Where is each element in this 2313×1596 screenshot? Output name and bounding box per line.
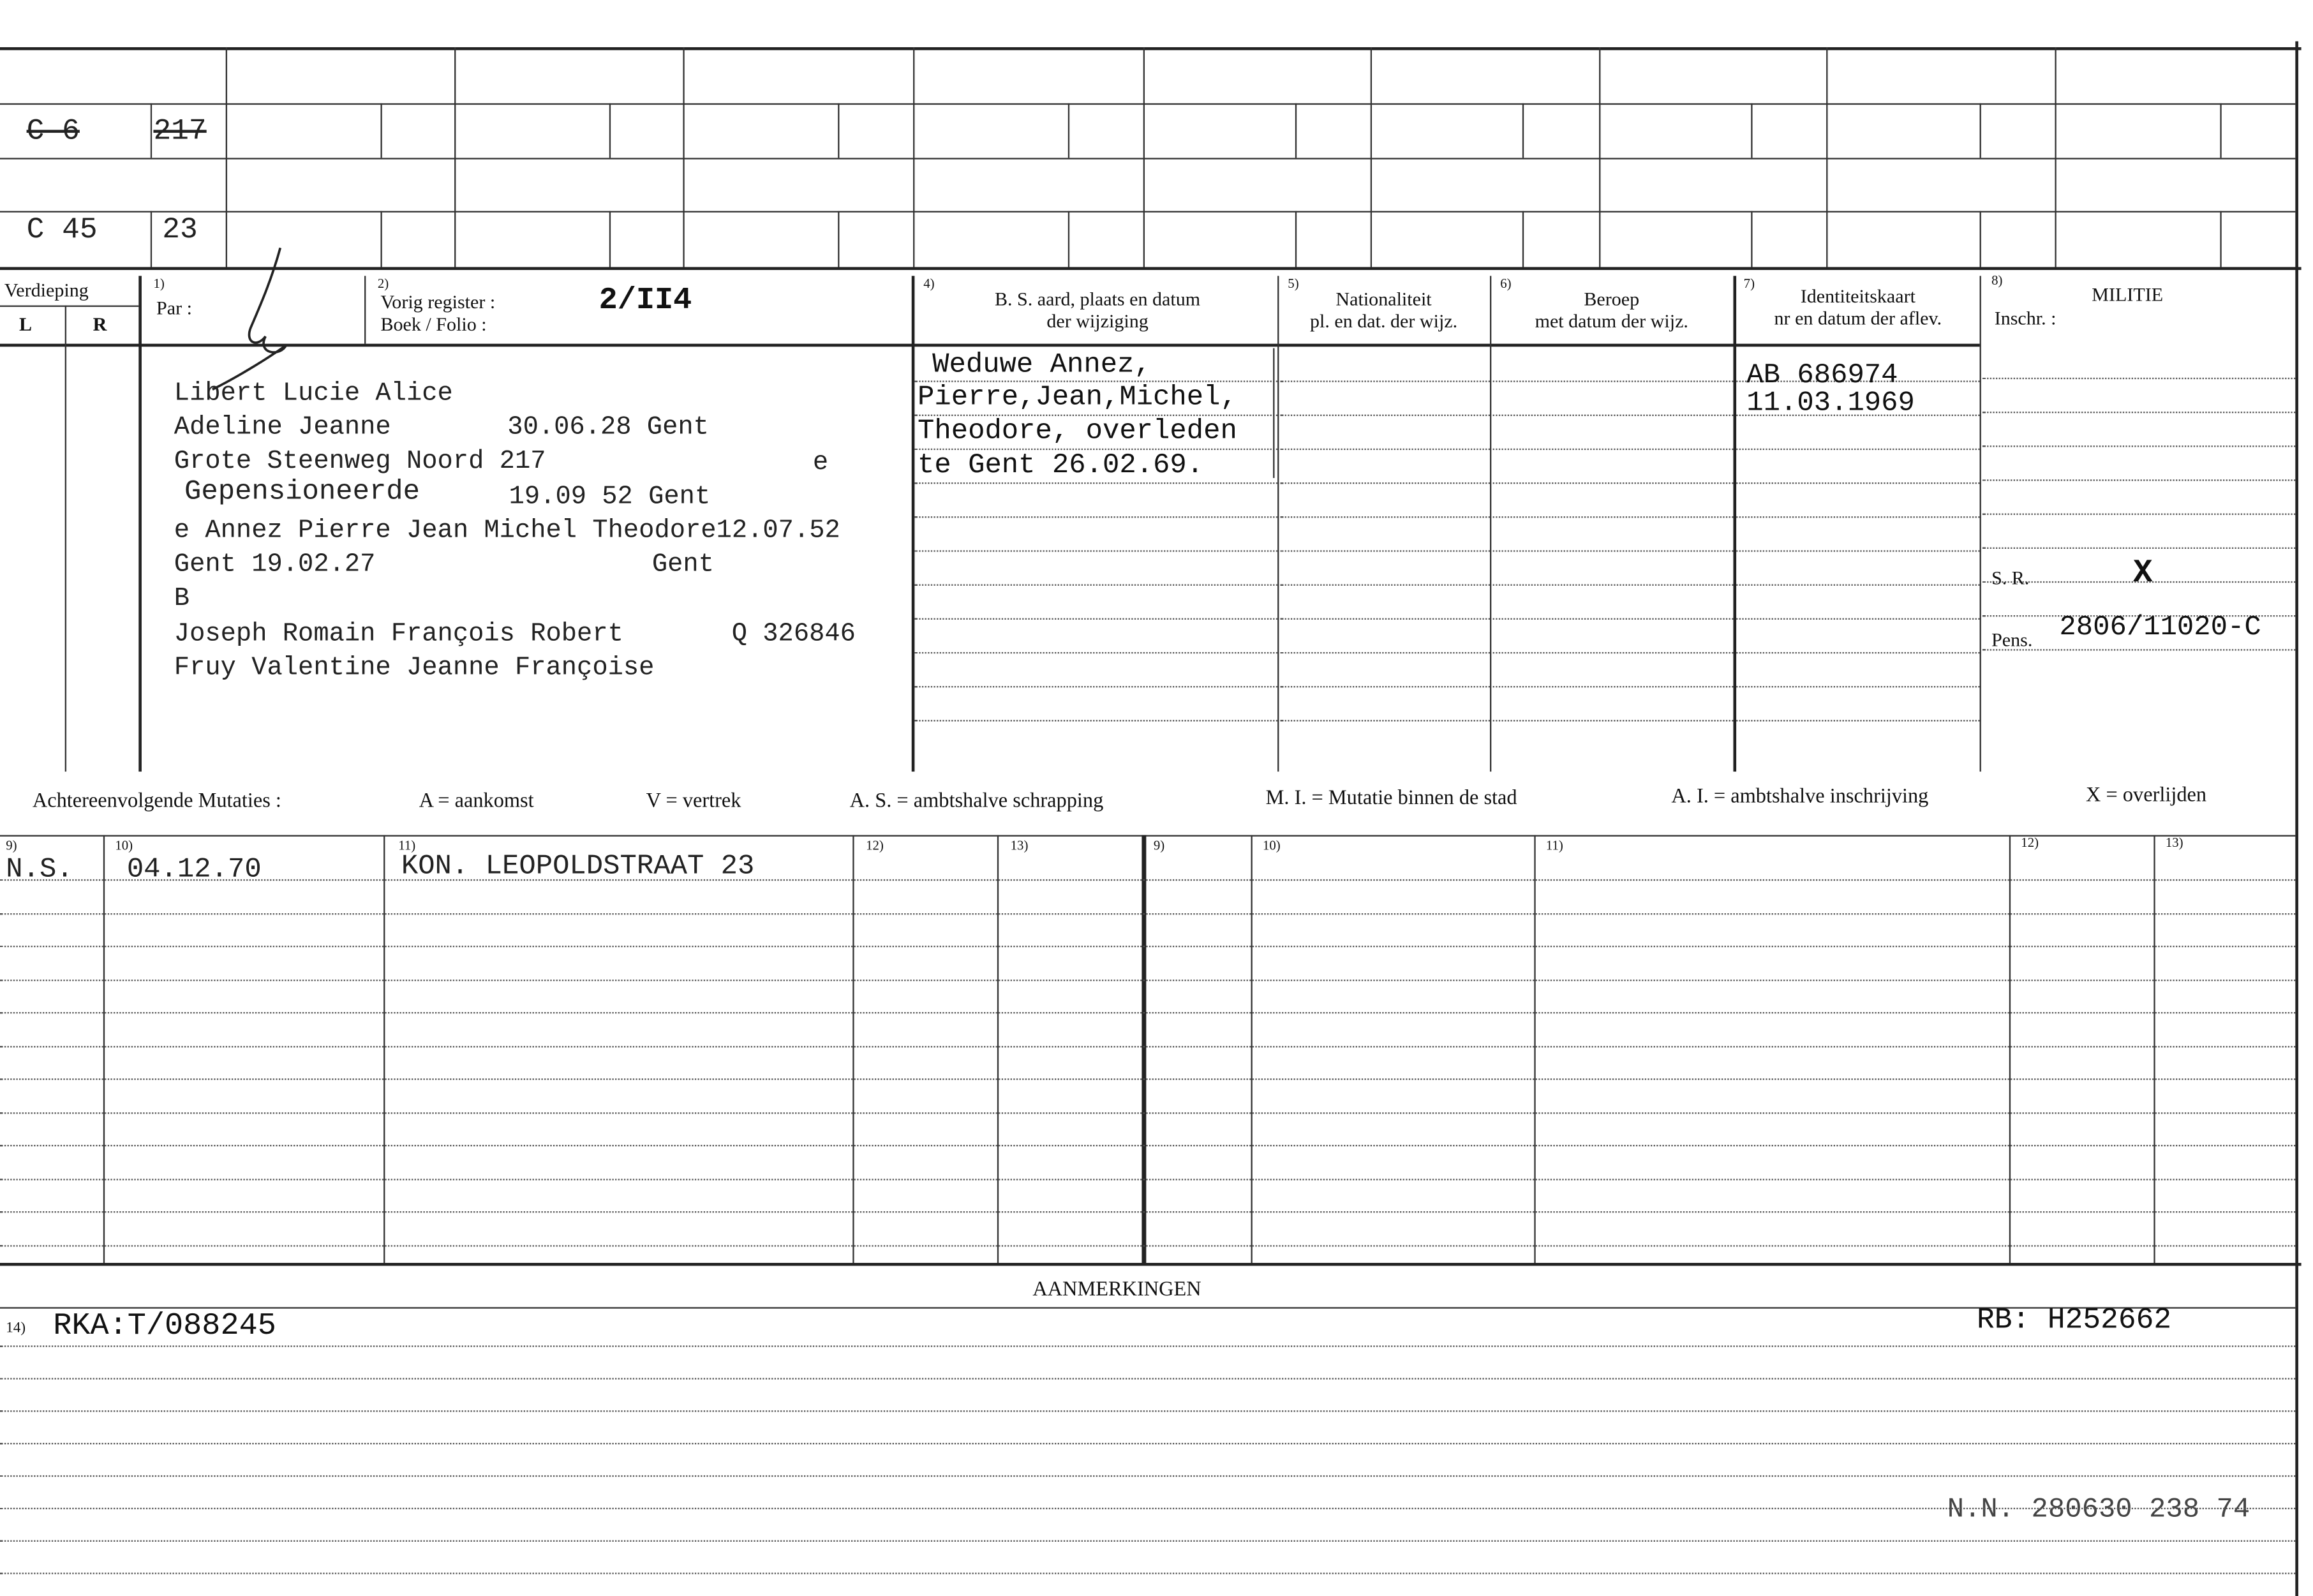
grid-line [0, 211, 2295, 213]
ruling-line [0, 1078, 2295, 1080]
grid-divider [683, 47, 684, 267]
signature-mark [207, 236, 325, 398]
mutaties-divider [1251, 835, 1252, 1263]
ruling-line [0, 1475, 2295, 1477]
verdieping-divider [0, 306, 138, 307]
wijziging-line1: Weduwe Annez, [932, 348, 1151, 381]
current-ref-prefix: C 45 [26, 214, 98, 248]
legend-v: V = vertrek [646, 791, 741, 813]
ruling-line [1493, 686, 1734, 687]
mutatie-code: N.S. [6, 853, 73, 886]
id-header-line2: nr en datum der aflev. [1774, 306, 1942, 329]
ruling-line [0, 1244, 2295, 1246]
vorig-register-value: 2/II4 [599, 285, 692, 319]
father-names: Joseph Romain François Robert [174, 619, 623, 650]
field-number: 8) [1991, 272, 2003, 288]
grid-divider [1143, 47, 1145, 267]
ruling-line [0, 1378, 2295, 1379]
col-number: 13) [2165, 835, 2183, 850]
ruling-line [1281, 550, 1490, 551]
field-number: 4) [923, 276, 935, 291]
ruling-line [0, 1178, 2295, 1179]
ruling-line [1736, 618, 1979, 620]
ruling-line [1493, 482, 1734, 484]
ruling-line [0, 979, 2295, 980]
col-number: 12) [2021, 835, 2039, 850]
old-ref-number: 217 [153, 115, 207, 149]
grid-divider [1751, 211, 1752, 267]
pens-label: Pens. [1991, 628, 2033, 651]
ruling-line [1982, 514, 2295, 515]
grid-divider [2220, 103, 2221, 158]
rka-number: RKA:T/088245 [53, 1309, 276, 1345]
ruling-line [0, 1572, 2295, 1574]
field-number: 1) [153, 276, 165, 291]
mother-names: Fruy Valentine Jeanne Françoise [174, 653, 655, 683]
column-divider [1733, 276, 1736, 772]
vorig-register-label: Vorig register : [380, 290, 496, 313]
ruling-line [0, 1508, 2295, 1509]
legend-a: A = aankomst [419, 791, 534, 813]
marker-b: B [174, 584, 190, 614]
id-header-line1: Identiteitskaart [1800, 285, 1915, 307]
legend-x: X = overlijden [2086, 784, 2207, 807]
bs-header-line2: der wijziging [1046, 310, 1149, 332]
ruling-line [1493, 618, 1734, 620]
person-first-names: Adeline Jeanne [174, 413, 391, 443]
column-divider [65, 306, 66, 772]
top-border [0, 47, 2302, 50]
ruling-line [1281, 652, 1490, 653]
ruling-line [1493, 652, 1734, 653]
ruling-line [1982, 548, 2295, 549]
ruling-line [1493, 516, 1734, 518]
grid-divider [1522, 103, 1524, 158]
address: Grote Steenweg Noord 217 [174, 447, 546, 477]
ruling-line [1281, 618, 1490, 620]
ruling-line [1736, 516, 1979, 518]
right-border [2295, 41, 2298, 1596]
ruling-line [0, 1345, 2295, 1346]
mutaties-title: Achtereenvolgende Mutaties : [32, 791, 281, 813]
ruling-line [1982, 412, 2295, 413]
spouse-line: e Annez Pierre Jean Michel Theodore12.07.52 [174, 516, 840, 546]
legend-as: A. S. = ambtshalve schrapping [849, 791, 1104, 813]
grid-line [0, 158, 2295, 159]
column-divider [1490, 276, 1491, 772]
nationaliteit-header-line2: pl. en dat. der wijz. [1309, 310, 1458, 332]
ruling-line [0, 879, 2295, 881]
col-number: 9) [1153, 838, 1165, 853]
mutaties-divider [852, 835, 854, 1263]
mutaties-divider [2009, 835, 2011, 1263]
mutaties-divider [997, 835, 999, 1263]
ruling-line [914, 652, 1277, 653]
ruling-line [1281, 516, 1490, 518]
ruling-line [914, 618, 1277, 620]
grid-divider [1826, 47, 1827, 267]
ruling-line [914, 585, 1277, 586]
spouse-birth: Gent 19.02.27 [174, 550, 376, 580]
ruling-line [0, 1540, 2295, 1542]
column-divider [364, 276, 366, 343]
legend-ai: A. I. = ambtshalve inschrijving [1671, 786, 1929, 809]
rb-number: RB: H252662 [1976, 1304, 2172, 1338]
field-number: 6) [1500, 276, 1512, 291]
ruling-line [1736, 686, 1979, 687]
aanmerkingen-title: AANMERKINGEN [1032, 1279, 1201, 1302]
militie-label: MILITIE [2092, 283, 2164, 306]
grid-divider [838, 211, 839, 267]
mutaties-bottom-border [0, 1263, 2302, 1266]
ruling-line [914, 686, 1277, 687]
father-code: Q 326846 [731, 619, 856, 650]
col-number: 11) [398, 838, 416, 853]
ruling-line [1493, 585, 1734, 586]
ruling-line [0, 1145, 2295, 1146]
ruling-line [1736, 482, 1979, 484]
ruling-line [1982, 378, 2295, 379]
grid-divider [151, 211, 152, 267]
ruling-line [1493, 449, 1734, 450]
ruling-line [1493, 380, 1734, 382]
ruling-line [1736, 720, 1979, 721]
grid-divider [380, 103, 382, 158]
wijziging-line2: Pierre,Jean,Michel, [918, 380, 1237, 414]
ruling-line [1281, 482, 1490, 484]
beroep-header-line1: Beroep [1584, 287, 1640, 310]
column-divider [138, 276, 142, 772]
column-divider [912, 276, 915, 772]
column-divider [1277, 276, 1279, 772]
ruling-line [914, 482, 1277, 484]
beroep-header-line2: met datum der wijz. [1535, 310, 1688, 332]
ruling-line [1736, 585, 1979, 586]
mutaties-divider [1534, 835, 1535, 1263]
mutaties-top-border [0, 835, 2295, 837]
col-number: 10) [1262, 838, 1281, 853]
id-card-date: 11.03.1969 [1746, 386, 1915, 419]
section-border [0, 267, 2302, 270]
address-mark: e [812, 448, 829, 479]
ruling-line [0, 1012, 2295, 1013]
grid-divider [1599, 47, 1600, 267]
grid-divider [1751, 103, 1752, 158]
ruling-line [914, 550, 1277, 551]
ruling-line [1281, 720, 1490, 721]
ruling-line [0, 1045, 2295, 1047]
occupation: Gepensioneerde [184, 475, 420, 508]
inschr-label: Inschr. : [1994, 306, 2056, 329]
field-number: 5) [1288, 276, 1299, 291]
grid-divider [1980, 211, 1981, 267]
verdieping-label: Verdieping [4, 278, 89, 301]
field-number: 2) [377, 276, 389, 291]
grid-divider [1295, 211, 1297, 267]
pens-value: 2806/11020-C [2059, 611, 2261, 643]
ruling-line [0, 1112, 2295, 1113]
ruling-line [1281, 449, 1490, 450]
ruling-line [1281, 380, 1490, 382]
sr-value: X [2133, 555, 2153, 592]
grid-line [0, 103, 2295, 105]
col-number: 12) [866, 838, 884, 853]
grid-divider [1068, 211, 1069, 267]
ruling-line [0, 913, 2295, 914]
spouse-place: Gent [651, 550, 714, 580]
sr-label: S. R. [1991, 566, 2030, 589]
par-label: Par : [156, 296, 193, 319]
ruling-line [0, 1443, 2295, 1444]
mutaties-divider [103, 835, 105, 1263]
ruling-line [0, 946, 2295, 947]
col-r-label: R [93, 313, 107, 335]
ruling-line [1493, 415, 1734, 416]
ruling-line [1736, 652, 1979, 653]
person-name: Libert Lucie Alice [174, 379, 453, 409]
grid-divider [380, 211, 382, 267]
mutaties-center-divider [1142, 835, 1146, 1263]
ruling-line [1281, 686, 1490, 687]
ruling-line [1281, 415, 1490, 416]
field-number: 7) [1743, 276, 1755, 291]
birth-date-place: 30.06.28 Gent [507, 413, 709, 443]
column-divider [1980, 276, 1981, 772]
mutatie-date: 04.12.70 [126, 853, 262, 886]
old-ref-prefix: C 6 [26, 115, 80, 149]
occupation-date: 19.09 52 Gent [509, 482, 711, 512]
grid-divider [1068, 103, 1069, 158]
id-card-number: AB 686974 [1746, 358, 1898, 391]
grid-divider [1371, 47, 1372, 267]
legend-mi: M. I. = Mutatie binnen de stad [1265, 787, 1517, 810]
ruling-line [1736, 550, 1979, 551]
col-number: 10) [115, 838, 133, 853]
ruling-line [914, 516, 1277, 518]
aanmerkingen-top-line [0, 1307, 2295, 1308]
grid-divider [2055, 47, 2056, 267]
wijziging-box-edge [1273, 348, 1274, 478]
nn-number: N.N. 280630 238 74 [1947, 1493, 2250, 1526]
ruling-line [0, 1410, 2295, 1412]
grid-divider [609, 211, 611, 267]
wijziging-line4: te Gent 26.02.69. [918, 448, 1204, 481]
grid-divider [2220, 211, 2221, 267]
ruling-line [914, 720, 1277, 721]
grid-divider [454, 47, 456, 267]
ruling-line [1493, 720, 1734, 721]
ruling-line [1982, 479, 2295, 481]
grid-divider [838, 103, 839, 158]
ruling-line [0, 1211, 2295, 1212]
grid-divider [913, 47, 914, 267]
ruling-line [1982, 445, 2295, 447]
grid-divider [609, 103, 611, 158]
mutatie-address: KON. LEOPOLDSTRAAT 23 [401, 849, 755, 883]
col-number: 11) [1545, 838, 1563, 853]
ruling-line [1281, 585, 1490, 586]
grid-divider [1980, 103, 1981, 158]
mutaties-divider [2153, 835, 2155, 1263]
col-number: 13) [1010, 838, 1029, 853]
grid-divider [226, 47, 227, 267]
current-ref-number: 23 [162, 214, 198, 248]
ruling-line [1493, 550, 1734, 551]
field-number: 14) [6, 1320, 26, 1337]
bs-header-line1: B. S. aard, plaats en datum [994, 287, 1201, 310]
ruling-line [1736, 449, 1979, 450]
grid-divider [1295, 103, 1297, 158]
nationaliteit-header-line1: Nationaliteit [1335, 287, 1432, 310]
col-l-label: L [19, 313, 33, 335]
grid-divider [151, 103, 152, 158]
boek-folio-label: Boek / Folio : [380, 313, 487, 335]
grid-divider [1522, 211, 1524, 267]
col-number: 9) [6, 838, 17, 853]
wijziging-line3: Theodore, overleden [918, 414, 1237, 447]
mutaties-divider [383, 835, 385, 1263]
